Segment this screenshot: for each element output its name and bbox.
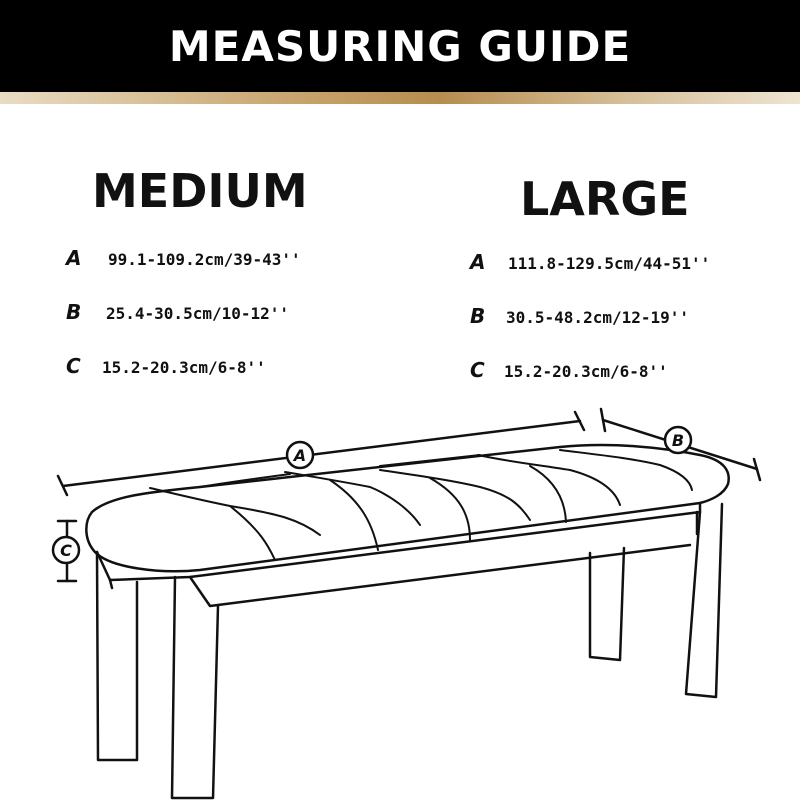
bench-leg-front-right bbox=[686, 504, 722, 697]
marker-b bbox=[665, 427, 691, 453]
medium-title: MEDIUM bbox=[92, 164, 308, 218]
marker-b-label: B bbox=[671, 431, 685, 450]
dimension-value: 25.4-30.5cm/10-12'' bbox=[106, 304, 290, 323]
marker-c bbox=[53, 537, 79, 563]
dimension-letter: B bbox=[66, 300, 82, 324]
page-title: MEASURING GUIDE bbox=[168, 21, 632, 71]
dimension-letter: C bbox=[66, 354, 81, 378]
dimension-value: 15.2-20.3cm/6-8'' bbox=[102, 358, 266, 377]
dimension-value: 30.5-48.2cm/12-19'' bbox=[506, 308, 690, 327]
dimension-value: 111.8-129.5cm/44-51'' bbox=[508, 254, 711, 273]
dimension-value: 99.1-109.2cm/39-43'' bbox=[108, 250, 301, 269]
bench-leg-back-left bbox=[97, 552, 137, 760]
marker-a bbox=[287, 442, 313, 468]
marker-c-label: C bbox=[60, 541, 72, 560]
dimension-letter: A bbox=[66, 246, 82, 270]
dimension-value: 15.2-20.3cm/6-8'' bbox=[504, 362, 668, 381]
marker-a-label: A bbox=[293, 446, 307, 465]
large-title: LARGE bbox=[520, 172, 690, 226]
bench-leg-front-left bbox=[172, 577, 218, 798]
bench-leg-back-right bbox=[590, 548, 624, 660]
dimension-letter: B bbox=[470, 304, 486, 328]
bench-tufting bbox=[150, 450, 692, 560]
dimension-letter: A bbox=[470, 250, 486, 274]
dimension-letter: C bbox=[470, 358, 485, 382]
